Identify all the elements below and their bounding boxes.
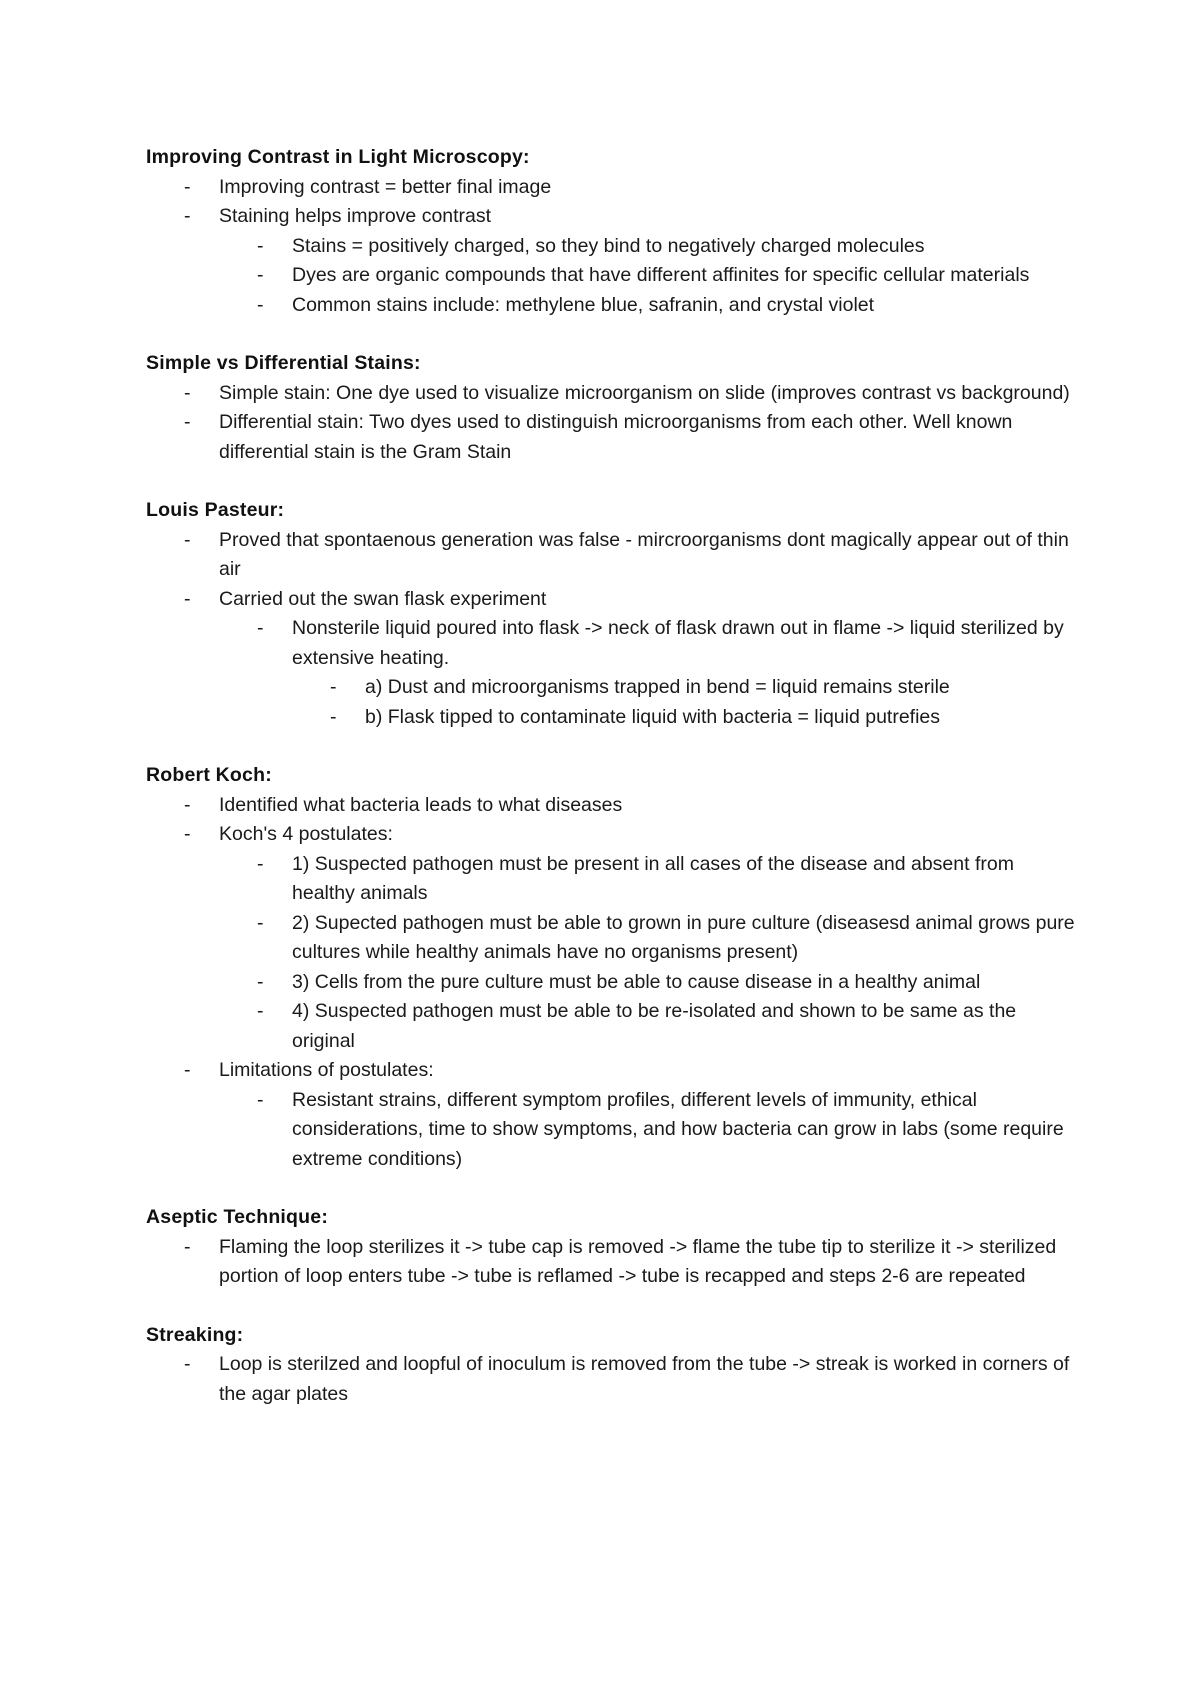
dash-bullet: - — [257, 911, 264, 934]
list-item — [146, 202, 1076, 320]
list-item — [146, 614, 1076, 732]
section-streaking — [146, 1321, 1076, 1410]
list-item-text: Staining helps improve contrast — [219, 205, 492, 227]
list-item — [146, 968, 1076, 998]
section-heading: Robert Koch: — [146, 764, 272, 786]
bullet-list — [146, 1350, 1076, 1409]
list-item-text: Flaming the loop sterilizes it -> tube cap is removed -> flame the tube tip to sterilize it -> sterilized portion of loop enters tube -> tube is reflamed -> tube is recapped and steps 2-6 are repeated — [219, 1235, 1057, 1287]
bullet-list — [146, 1233, 1076, 1292]
dash-bullet: - — [257, 293, 264, 316]
list-item-text: Improving contrast = better final image — [219, 175, 552, 198]
list-item-text: Dyes are organic compounds that have different affinites for specific cellular materials — [292, 264, 1030, 286]
dash-bullet: - — [257, 852, 264, 875]
bullet-list — [146, 526, 1076, 733]
list-item-text: Common stains include: methylene blue, safranin, and crystal violet — [292, 293, 875, 316]
dash-bullet: - — [257, 264, 264, 286]
list-item-text: 2) Supected pathogen must be able to grown in pure culture (diseasesd animal grows pure cultures while healthy animals have no organisms present) — [292, 911, 1075, 963]
list-item — [146, 791, 1076, 821]
list-item — [146, 261, 1076, 291]
sub-bullet-list — [146, 614, 1076, 732]
dash-bullet: - — [184, 205, 191, 227]
dash-bullet: - — [184, 587, 191, 610]
section-heading: Aseptic Technique: — [146, 1206, 329, 1228]
list-item-text: Loop is sterilzed and loopful of inoculum is removed from the tube -> streak is worked in corners of the agar plates — [219, 1353, 1070, 1405]
list-item — [146, 379, 1076, 409]
section-improving-contrast — [146, 143, 1076, 320]
bullet-list — [146, 173, 1076, 321]
list-item — [146, 1056, 1076, 1174]
list-item — [146, 1350, 1076, 1409]
list-item-text: Carried out the swan flask experiment — [219, 587, 547, 610]
dash-bullet: - — [330, 676, 337, 698]
list-item — [146, 408, 1076, 467]
section-heading: Improving Contrast in Light Microscopy: — [146, 146, 530, 168]
list-item-text: 4) Suspected pathogen must be able to be re-isolated and shown to be same as the original — [292, 1000, 1017, 1052]
list-item-text: 1) Suspected pathogen must be present in all cases of the disease and absent from healthy animals — [292, 852, 1014, 904]
list-item-text: 3) Cells from the pure culture must be able to cause disease in a healthy animal — [292, 970, 981, 993]
list-item-text: Identified what bacteria leads to what diseases — [219, 793, 623, 816]
section-robert-koch — [146, 761, 1076, 1174]
list-item-text: Stains = positively charged, so they bind to negatively charged molecules — [292, 234, 925, 257]
list-item-text: Koch's 4 postulates: — [219, 823, 393, 845]
dash-bullet: - — [184, 823, 191, 845]
list-item — [146, 850, 1076, 909]
dash-bullet: - — [184, 1235, 191, 1258]
list-item — [146, 997, 1076, 1056]
list-item — [146, 1086, 1076, 1175]
sub-bullet-list — [146, 232, 1076, 321]
dash-bullet: - — [330, 705, 337, 728]
dash-bullet: - — [184, 793, 191, 816]
list-item — [146, 673, 1076, 703]
list-item — [146, 1233, 1076, 1292]
dash-bullet: - — [184, 175, 191, 198]
dash-bullet: - — [257, 617, 264, 639]
bullet-list — [146, 379, 1076, 468]
list-item — [146, 703, 1076, 733]
dash-bullet: - — [184, 381, 191, 404]
list-item — [146, 909, 1076, 968]
list-item-text: Simple stain: One dye used to visualize microorganism on slide (improves contrast vs background) — [219, 381, 1070, 404]
list-item — [146, 820, 1076, 1056]
dash-bullet: - — [184, 411, 191, 433]
dash-bullet: - — [184, 1059, 191, 1081]
list-item-text: Resistant strains, different symptom profiles, different levels of immunity, ethical considerations, time to show symptoms, and how bacteria can grow in labs (some require extreme conditions) — [292, 1088, 1064, 1170]
bullet-list — [146, 791, 1076, 1175]
list-item-text: b) Flask tipped to contaminate liquid with bacteria = liquid putrefies — [365, 705, 941, 728]
section-simple-vs-differential — [146, 349, 1076, 467]
dash-bullet: - — [184, 1353, 191, 1375]
list-item — [146, 585, 1076, 733]
dash-bullet: - — [257, 1000, 264, 1022]
section-heading: Louis Pasteur: — [146, 499, 285, 521]
dash-bullet: - — [257, 1088, 264, 1111]
sub-bullet-list — [146, 850, 1076, 1057]
section-heading: Simple vs Differential Stains: — [146, 352, 421, 374]
list-item — [146, 173, 1076, 203]
dash-bullet: - — [184, 528, 191, 551]
section-louis-pasteur — [146, 496, 1076, 732]
list-item-text: Nonsterile liquid poured into flask -> neck of flask drawn out in flame -> liquid sterilized by extensive heating. — [292, 617, 1064, 669]
list-item-text: Differential stain: Two dyes used to distinguish microorganisms from each other. Well known differential stain is the Gram Stain — [219, 411, 1013, 463]
list-item-text: a) Dust and microorganisms trapped in bend = liquid remains sterile — [365, 676, 950, 698]
section-heading: Streaking: — [146, 1323, 244, 1346]
list-item-text: Limitations of postulates: — [219, 1059, 434, 1081]
document-page — [146, 143, 1076, 1438]
sub-sub-bullet-list — [146, 673, 1076, 732]
sub-bullet-list — [146, 1086, 1076, 1175]
list-item-text: Proved that spontaenous generation was false - mircroorganisms dont magically appear out of thin air — [219, 528, 1069, 580]
section-aseptic-technique — [146, 1203, 1076, 1292]
dash-bullet: - — [257, 234, 264, 257]
dash-bullet: - — [257, 970, 264, 993]
list-item — [146, 526, 1076, 585]
list-item — [146, 291, 1076, 321]
list-item — [146, 232, 1076, 262]
